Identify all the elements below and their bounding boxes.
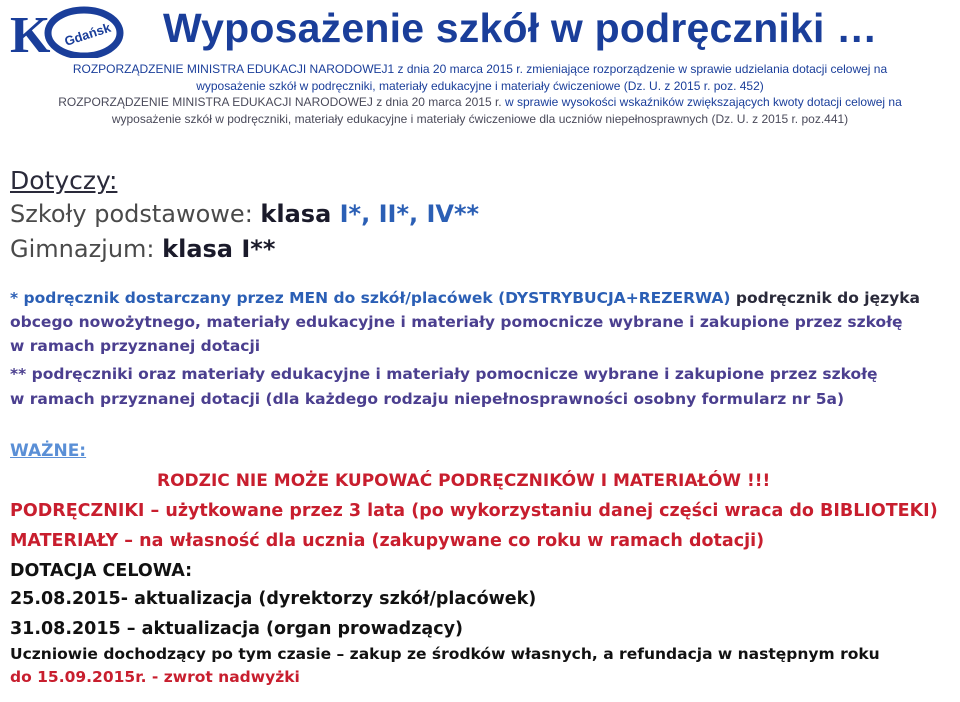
regulation-2-line1 — [10, 94, 950, 111]
note-line-3: w ramach przyznanej dotacji — [10, 337, 261, 355]
page-title: Wyposażenie szkół w podręczniki … — [163, 5, 878, 51]
logo-letter-k: K — [10, 7, 51, 58]
regulation-2-prefix: ROZPORZĄDZENIE MINISTRA EDUKACJI NARODOWEJ z dnia 20 marca 2015 r. — [58, 95, 502, 109]
gimnazjum-klasa: klasa I** — [162, 235, 276, 263]
wazne-heading: WAŻNE: — [10, 441, 87, 461]
note-line-2: obcego nowożytnego, materiały edukacyjne i materiały pomocnicze wybrane i zakupione przez szkołę — [10, 313, 903, 331]
regulation-1-line1: ROZPORZĄDZENIE MINISTRA EDUKACJI NARODOWEJ1 z dnia 20 marca 2015 r. zmieniające rozporządzenie w sprawie udzielania dotacji celowej na — [72, 62, 888, 76]
rodzic-warning: RODZIC NIE MOŻE KUPOWAĆ PODRĘCZNIKÓW I MATERIAŁÓW !!! — [157, 471, 771, 491]
note-1-dark: podręcznik do języka — [735, 289, 921, 307]
note-line-4: ** podręczniki oraz materiały edukacyjne i materiały pomocnicze wybrane i zakupione przez szkołę — [10, 365, 878, 383]
materialy-line: MATERIAŁY – na własność dla ucznia (zakupywane co roku w ramach dotacji) — [10, 531, 765, 551]
szkoly-label: Szkoły podstawowe: — [10, 200, 261, 228]
note-1-blue: * podręcznik dostarczany przez MEN do szkół/placówek (DYSTRYBUCJA+REZERWA) — [10, 289, 736, 307]
zwrot-line: do 15.09.2015r. - zwrot nadwyżki — [10, 668, 300, 686]
date-line-2: 31.08.2015 – aktualizacja (organ prowadzący) — [10, 619, 463, 639]
podreczniki-line: PODRĘCZNIKI – użytkowane przez 3 lata (po wykorzystaniu danej części wraca do BIBLIOTEKI) — [10, 501, 938, 521]
regulation-2-line2: wyposażenie szkół w podręczniki, materiały edukacyjne i materiały ćwiczeniowe dla uczniów niepełnosprawnych (Dz. U. z 2015 r. poz.441) — [111, 112, 849, 126]
uczniowie-line: Uczniowie dochodzący po tym czasie – zakup ze środków własnych, a refundacja w następnym roku — [10, 645, 880, 663]
logo-graphic — [8, 6, 126, 58]
note-line-5: w ramach przyznanej dotacji (dla każdego rodzaju niepełnosprawności osobny formularz nr 5a) — [10, 390, 845, 408]
szkoly-podstawowe-line — [10, 200, 950, 228]
logo-ko-gdansk — [8, 6, 126, 58]
gimnazjum-line — [10, 235, 950, 263]
date-line-1: 25.08.2015- aktualizacja (dyrektorzy szkół/placówek) — [10, 589, 537, 609]
note-line-1 — [10, 286, 950, 310]
logo-text: Gdańsk — [62, 19, 113, 49]
gimnazjum-label: Gimnazjum: — [10, 235, 163, 263]
szkoly-klasa: klasa — [260, 200, 340, 228]
dotyczy-heading: Dotyczy: — [10, 166, 118, 195]
regulation-2-rest: w sprawie wysokości wskaźników zwiększających kwoty dotacji celowej na — [501, 95, 902, 109]
regulation-2 — [10, 94, 950, 128]
szkoly-grades: I*, II*, IV** — [339, 200, 480, 228]
regulation-1 — [10, 61, 950, 95]
regulation-1-line2: wyposażenie szkół w podręczniki, materiały edukacyjne i materiały ćwiczeniowe (Dz. U. z 2015 r. poz. 452) — [196, 79, 764, 93]
dotacja-line: DOTACJA CELOWA: — [10, 561, 193, 581]
